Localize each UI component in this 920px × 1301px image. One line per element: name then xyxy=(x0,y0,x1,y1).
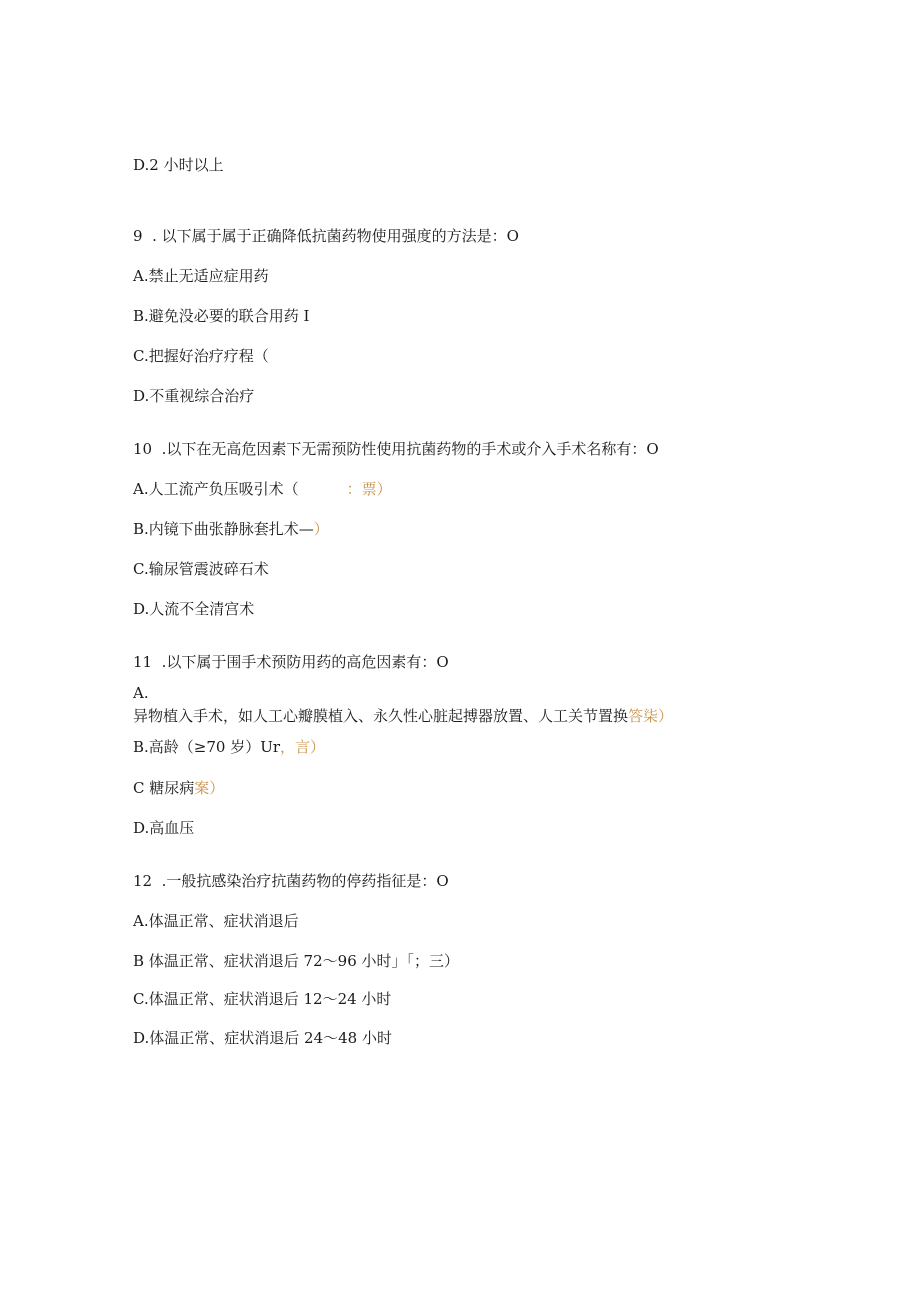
q10-option-d: D.人流不全清宫术 xyxy=(133,600,255,618)
q11-option-a xyxy=(133,706,673,726)
q12-option-b: B 体温正常、症状消退后 72～96 小时」「；三） xyxy=(133,952,460,970)
q10-option-a-text: A.人工流产负压吸引术（ xyxy=(133,480,299,498)
q8-option-d: D.2 小时以上 xyxy=(133,156,224,174)
q11-option-b-text: B.高龄（≥70 岁）Ur xyxy=(133,738,281,756)
q11-option-a-mark: 答柒） xyxy=(628,707,674,725)
q10-option-a xyxy=(133,479,392,499)
q9-option-d: D.不重视综合治疗 xyxy=(133,387,255,405)
q10-stem: 10 .以下在无高危因素下无需预防性使用抗菌药物的手术或介入手术名称有：O xyxy=(133,440,659,458)
q11-option-a-text: 异物植入手术，如人工心瓣膜植入、永久性心脏起搏器放置、人工关节置换 xyxy=(133,707,629,725)
q12-stem: 12 .一般抗感染治疗抗菌药物的停药指征是：O xyxy=(133,872,449,890)
q11-option-d: D.高血压 xyxy=(133,819,195,837)
q11-option-c xyxy=(133,778,224,798)
q9-stem: 9 . 以下属于属于正确降低抗菌药物使用强度的方法是：O xyxy=(133,227,519,245)
q9-option-b: B.避免没必要的联合用药 I xyxy=(133,307,310,325)
q11-option-c-text: C 糖尿病 xyxy=(133,779,195,797)
q12-option-d: D.体温正常、症状消退后 24～48 小时 xyxy=(133,1029,392,1047)
q11-option-a-prefix: A. xyxy=(133,684,149,702)
q12-option-c: C.体温正常、症状消退后 12～24 小时 xyxy=(133,990,392,1008)
q11-option-b xyxy=(133,737,325,757)
q10-option-b xyxy=(133,519,329,539)
q10-option-b-mark: ） xyxy=(313,520,329,538)
q11-option-c-mark: 案） xyxy=(194,779,225,797)
q10-option-c: C.输尿管震波碎石术 xyxy=(133,560,269,578)
q12-option-a: A.体温正常、症状消退后 xyxy=(133,912,299,930)
q9-option-c: C.把握好治疗疗程（ xyxy=(133,347,269,365)
q10-option-a-mark: ：票） xyxy=(346,480,392,498)
q11-stem: 11 .以下属于围手术预防用药的高危因素有：O xyxy=(133,653,449,671)
q10-option-b-text: B.内镜下曲张静脉套扎术— xyxy=(133,520,314,538)
q9-option-a: A.禁止无适应症用药 xyxy=(133,267,269,285)
q11-option-b-mark: ，言） xyxy=(280,738,326,756)
